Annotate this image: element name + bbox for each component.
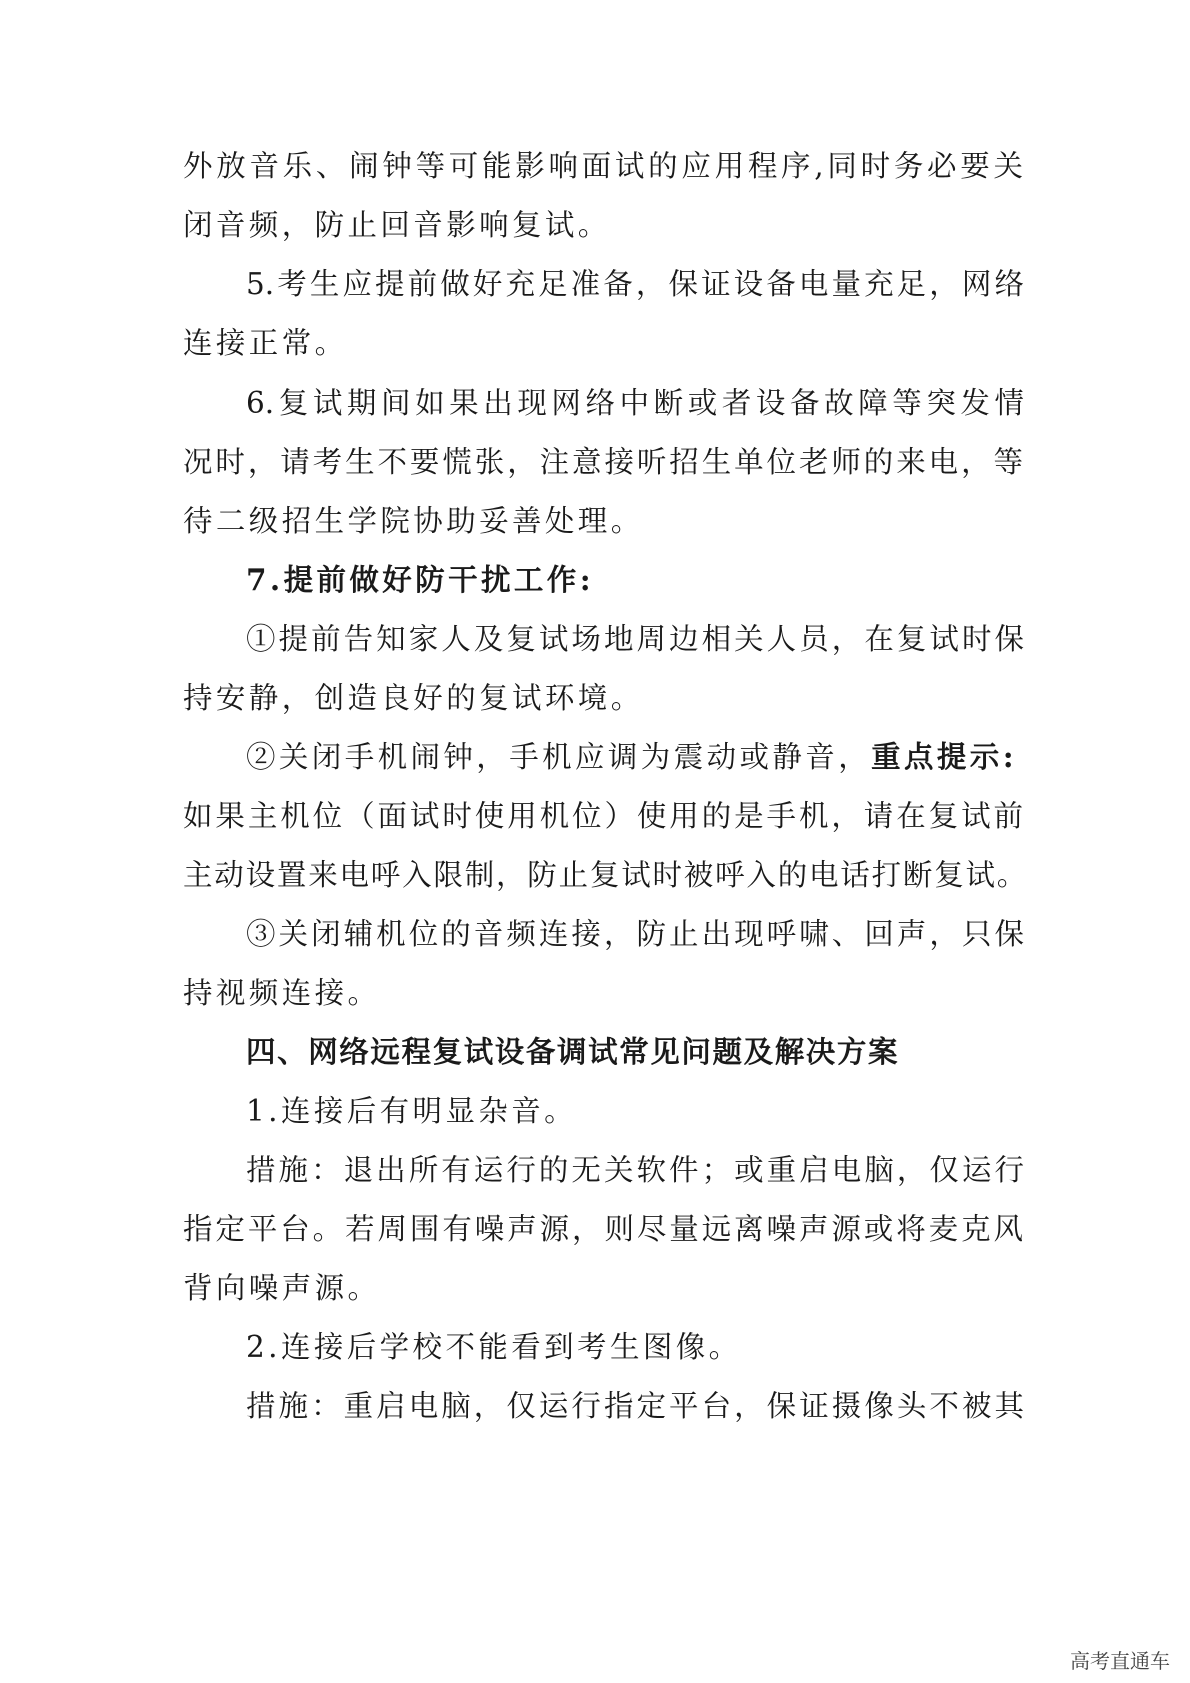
text-line: 闭音频，防止回音影响复试。 bbox=[183, 208, 611, 242]
chapter-heading: 四、网络远程复试设备调试常见问题及解决方案 bbox=[246, 1034, 900, 1069]
text-line: 5.考生应提前做好充足准备，保证设备电量充足，网络 bbox=[246, 267, 1024, 301]
text-line: 背向噪声源。 bbox=[183, 1271, 381, 1305]
watermark-label: 高考直通车 bbox=[1070, 1649, 1170, 1673]
text-line: 如果主机位（面试时使用机位）使用的是手机，请在复试前 bbox=[183, 799, 1023, 833]
text-line: 主动设置来电呼入限制，防止复试时被呼入的电话打断复试。 bbox=[183, 858, 1029, 892]
text-line: 持安静，创造良好的复试环境。 bbox=[183, 681, 644, 715]
text-line: 指定平台。若周围有噪声源，则尽量远离噪声源或将麦克风 bbox=[183, 1212, 1023, 1246]
text-line: 措施：退出所有运行的无关软件；或重启电脑，仅运行 bbox=[246, 1153, 1024, 1187]
text-line: 外放音乐、闹钟等可能影响面试的应用程序,同时务必要关 bbox=[183, 149, 1023, 183]
text-line: ①提前告知家人及复试场地周边相关人员，在复试时保 bbox=[246, 622, 1024, 656]
text-line: 1.连接后有明显杂音。 bbox=[246, 1094, 578, 1128]
section-heading: 7.提前做好防干扰工作: bbox=[246, 562, 594, 597]
text-line: ③关闭辅机位的音频连接，防止出现呼啸、回声，只保 bbox=[246, 917, 1024, 951]
text-segment: ②关闭手机闹钟，手机应调为震动或静音， bbox=[246, 740, 872, 774]
emphasis-text: 重点提示: bbox=[871, 739, 1017, 774]
text-line: 连接正常。 bbox=[183, 326, 348, 360]
text-line: 措施：重启电脑，仅运行指定平台，保证摄像头不被其 bbox=[246, 1389, 1024, 1423]
text-line: 待二级招生学院协助妥善处理。 bbox=[183, 504, 644, 538]
text-line: 况时，请考生不要慌张，注意接听招生单位老师的来电，等 bbox=[183, 445, 1023, 479]
text-line-mixed bbox=[246, 734, 1024, 780]
text-line: 2.连接后学校不能看到考生图像。 bbox=[246, 1330, 742, 1364]
text-line: 持视频连接。 bbox=[183, 976, 381, 1010]
text-line: 6.复试期间如果出现网络中断或者设备故障等突发情 bbox=[246, 386, 1024, 420]
